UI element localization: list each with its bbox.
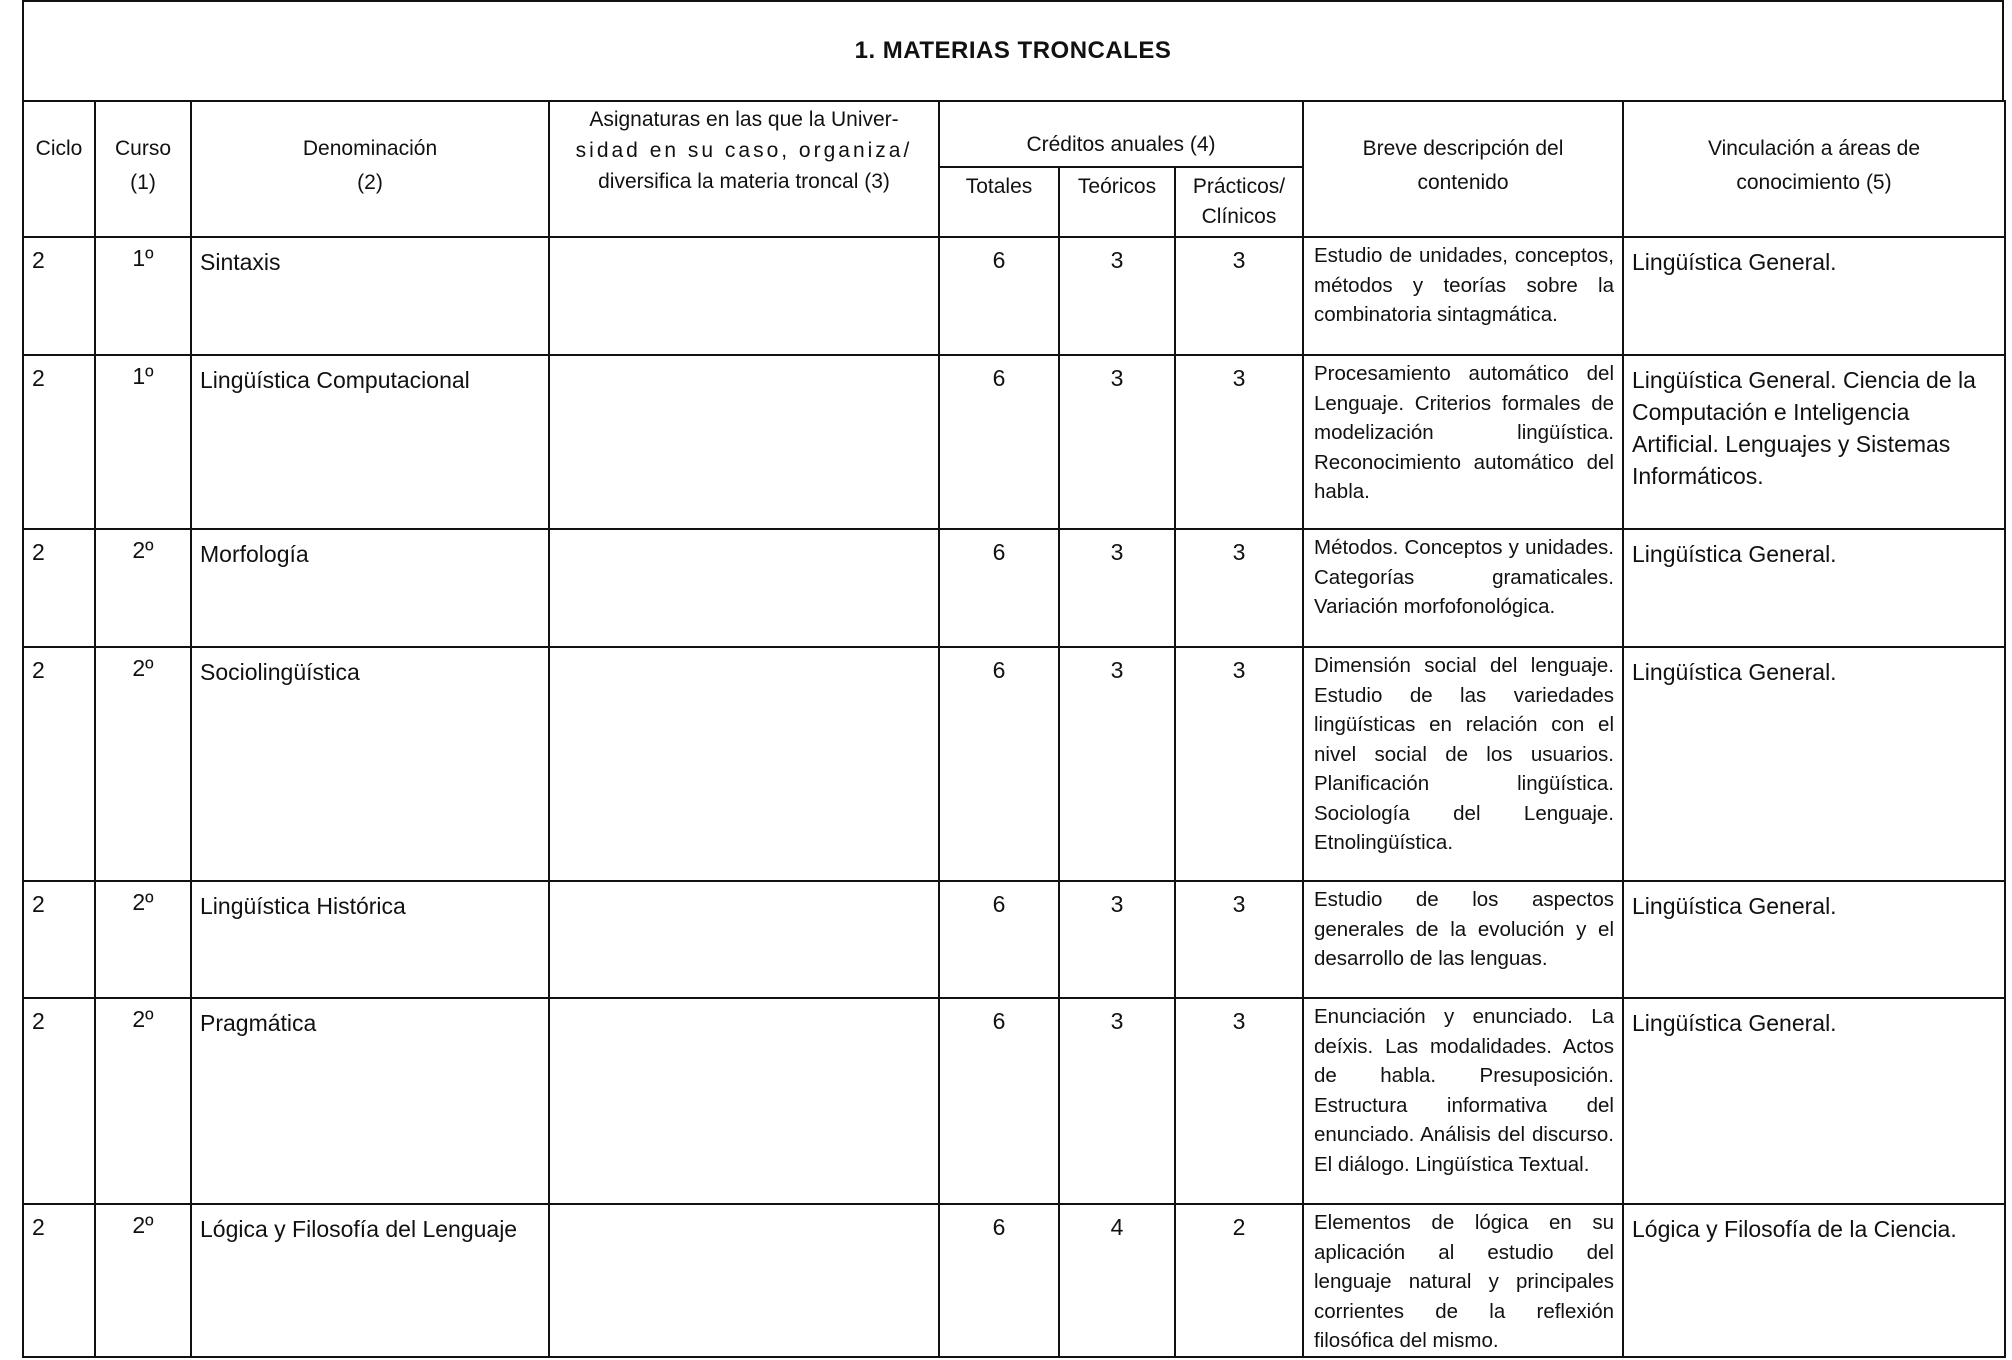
header-curso [95, 101, 191, 237]
cell-practicos: 3 [1175, 647, 1303, 881]
cell-curso: 2º [95, 1204, 191, 1357]
cell-descripcion: Estudio de unidades, conceptos, métodos y teorías sobre la combinatoria sintagmática. [1303, 237, 1623, 355]
document-sheet [22, 0, 2004, 1358]
cell-areas: Lingüística General. [1623, 529, 2005, 647]
cell-ciclo: 2 [23, 355, 95, 529]
cell-teoricos: 3 [1059, 881, 1175, 998]
cell-totales: 6 [939, 529, 1059, 647]
cell-totales: 6 [939, 237, 1059, 355]
header-asignaturas-line3: diversifica la materia troncal (3) [598, 170, 890, 193]
cell-ciclo: 2 [23, 881, 95, 998]
cell-asignaturas [549, 998, 939, 1204]
header-practicos [1175, 167, 1303, 237]
header-descripcion [1303, 101, 1623, 237]
cell-denominacion: Sintaxis [191, 237, 549, 355]
cell-totales: 6 [939, 998, 1059, 1204]
page-title: 1. MATERIAS TRONCALES [854, 37, 1172, 64]
table-row [23, 647, 2005, 881]
cell-practicos: 3 [1175, 881, 1303, 998]
header-descripcion-line1: Breve descripción del [1362, 137, 1564, 160]
cell-curso: 2º [95, 647, 191, 881]
cell-curso: 2º [95, 529, 191, 647]
table-header [23, 101, 2005, 237]
cell-teoricos: 4 [1059, 1204, 1175, 1357]
cell-practicos: 3 [1175, 529, 1303, 647]
cell-ciclo: 2 [23, 998, 95, 1204]
header-denominacion-line1: Denominación [302, 137, 438, 160]
cell-ciclo: 2 [23, 647, 95, 881]
cell-curso: 1º [95, 355, 191, 529]
cell-asignaturas [549, 881, 939, 998]
table-body [23, 237, 2005, 1357]
cell-teoricos: 3 [1059, 529, 1175, 647]
cell-denominacion: Lógica y Filosofía del Lenguaje [191, 1204, 549, 1357]
cell-ciclo: 2 [23, 1204, 95, 1357]
header-practicos-line1: Prácticos/ [1192, 175, 1286, 198]
header-totales-label: Totales [965, 175, 1033, 198]
cell-descripcion: Dimensión social del lenguaje. Estudio de las variedades lingüísticas en relación con el nivel social de los usuarios. Planificación lingüística. Sociología del Lenguaje. Etnolingüística. [1303, 647, 1623, 881]
header-asignaturas [549, 101, 939, 237]
cell-asignaturas [549, 237, 939, 355]
cell-denominacion: Morfología [191, 529, 549, 647]
header-curso-line2: (1) [130, 171, 156, 194]
cell-curso: 2º [95, 998, 191, 1204]
cell-ciclo: 2 [23, 237, 95, 355]
table-row [23, 998, 2005, 1204]
cell-asignaturas [549, 529, 939, 647]
cell-asignaturas [549, 647, 939, 881]
header-creditos-label: Créditos anuales (4) [1026, 133, 1216, 156]
cell-denominacion: Lingüística Computacional [191, 355, 549, 529]
cell-ciclo: 2 [23, 529, 95, 647]
table-row [23, 529, 2005, 647]
cell-denominacion: Pragmática [191, 998, 549, 1204]
cell-curso: 2º [95, 881, 191, 998]
header-ciclo-label: Ciclo [35, 137, 83, 160]
cell-areas: Lingüística General. [1623, 237, 2005, 355]
cell-areas: Lingüística General. [1623, 881, 2005, 998]
header-vinculacion-line2: conocimiento (5) [1736, 171, 1892, 194]
cell-totales: 6 [939, 881, 1059, 998]
header-curso-line1: Curso [114, 137, 172, 160]
cell-practicos: 3 [1175, 998, 1303, 1204]
header-descripcion-line2: contenido [1417, 171, 1509, 194]
cell-totales: 6 [939, 355, 1059, 529]
cell-practicos: 2 [1175, 1204, 1303, 1357]
header-vinculacion [1623, 101, 2005, 237]
cell-practicos: 3 [1175, 355, 1303, 529]
cell-teoricos: 3 [1059, 998, 1175, 1204]
cell-descripcion: Métodos. Conceptos y unidades. Categorías gramaticales. Variación morfofonológica. [1303, 529, 1623, 647]
cell-areas: Lingüística General. [1623, 647, 2005, 881]
header-row [23, 101, 2005, 167]
header-asignaturas-line1: Asignaturas en las que la Univer- [589, 108, 899, 131]
table-row [23, 355, 2005, 529]
header-vinculacion-line1: Vinculación a áreas de [1707, 137, 1921, 160]
cell-teoricos: 3 [1059, 647, 1175, 881]
header-creditos [939, 101, 1303, 167]
cell-areas: Lingüística General. Ciencia de la Computación e Inteligencia Artificial. Lenguajes y Sistemas Informáticos. [1623, 355, 2005, 529]
cell-teoricos: 3 [1059, 237, 1175, 355]
header-asignaturas-line2: sidad en su caso, organiza/ [575, 139, 913, 162]
table-row [23, 1204, 2005, 1357]
title-box [22, 0, 2004, 102]
cell-areas: Lógica y Filosofía de la Ciencia. [1623, 1204, 2005, 1357]
header-denominacion [191, 101, 549, 237]
header-totales [939, 167, 1059, 237]
header-denominacion-line2: (2) [357, 171, 383, 194]
cell-descripcion: Procesamiento automático del Lenguaje. Criterios formales de modelización lingüística. Reconocimiento automático del habla. [1303, 355, 1623, 529]
cell-totales: 6 [939, 647, 1059, 881]
cell-teoricos: 3 [1059, 355, 1175, 529]
cell-areas: Lingüística General. [1623, 998, 2005, 1204]
cell-asignaturas [549, 355, 939, 529]
header-ciclo [23, 101, 95, 237]
header-practicos-line2: Clínicos [1201, 205, 1277, 228]
cell-denominacion: Sociolingüística [191, 647, 549, 881]
cell-curso: 1º [95, 237, 191, 355]
cell-descripcion: Estudio de los aspectos generales de la evolución y el desarrollo de las lenguas. [1303, 881, 1623, 998]
cell-totales: 6 [939, 1204, 1059, 1357]
cell-practicos: 3 [1175, 237, 1303, 355]
cell-descripcion: Enunciación y enunciado. La deíxis. Las modalidades. Actos de habla. Presuposición. Estructura informativa del enunciado. Análisis del discurso. El diálogo. Lingüística Textual. [1303, 998, 1623, 1204]
cell-denominacion: Lingüística Histórica [191, 881, 549, 998]
table-row [23, 237, 2005, 355]
header-teoricos-label: Teóricos [1077, 175, 1157, 198]
cell-descripcion: Elementos de lógica en su aplicación al estudio del lenguaje natural y principales corrientes de la reflexión filosófica del mismo. [1303, 1204, 1623, 1357]
cell-asignaturas [549, 1204, 939, 1357]
table-row [23, 881, 2005, 998]
materias-table [22, 100, 2006, 1358]
header-teoricos [1059, 167, 1175, 237]
